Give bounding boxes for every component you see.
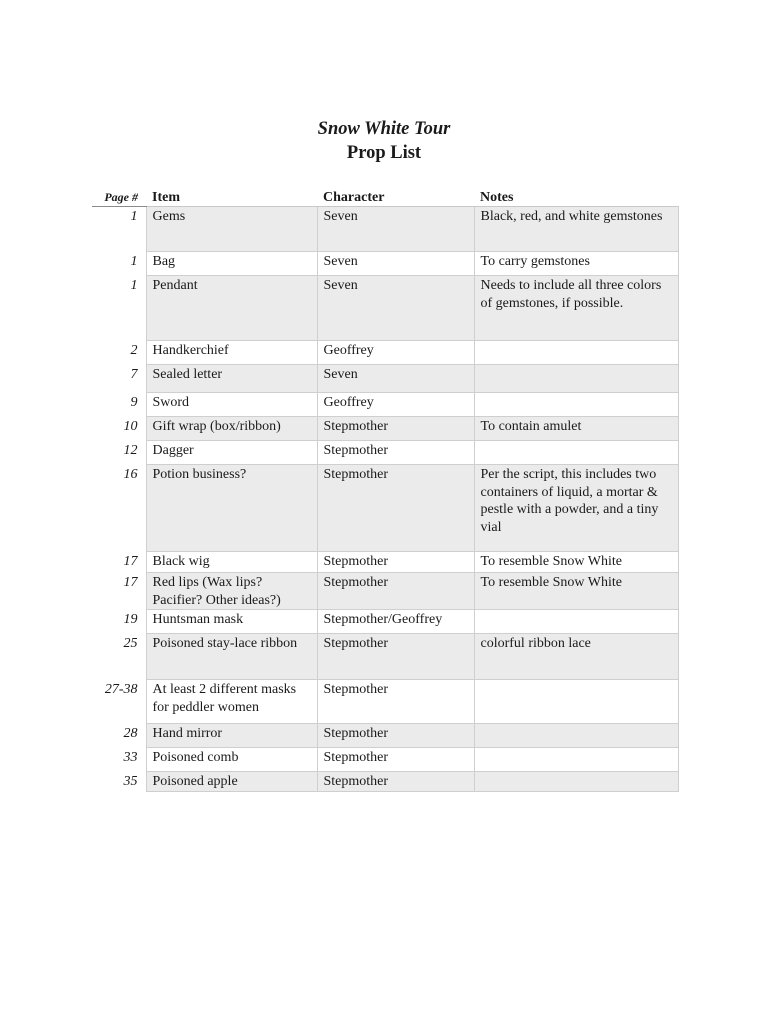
row-character: Stepmother <box>317 634 474 680</box>
row-page: 1 <box>130 277 138 293</box>
row-notes: colorful ribbon lace <box>474 634 678 680</box>
row-item: Poisoned stay-lace ribbon <box>146 634 317 680</box>
document-title: Snow White Tour <box>317 119 451 139</box>
row-notes: Per the script, this includes two containers of liquid, a mortar & pestle with a powder, and a tiny vial <box>474 465 678 552</box>
row-character: Seven <box>317 365 474 393</box>
row-item: Huntsman mask <box>146 610 317 634</box>
row-page: 9 <box>130 394 138 410</box>
row-page: 27-38 <box>104 681 138 697</box>
row-notes <box>474 441 678 465</box>
table-row <box>92 724 678 748</box>
table-row <box>92 465 678 552</box>
row-item: Dagger <box>146 441 317 465</box>
row-item: Hand mirror <box>146 724 317 748</box>
row-notes <box>474 680 678 724</box>
row-notes <box>474 365 678 393</box>
row-character: Seven <box>317 276 474 341</box>
row-page: 17 <box>123 553 138 569</box>
row-notes: Needs to include all three colors of gemstones, if possible. <box>474 276 678 341</box>
row-page: 7 <box>130 366 138 382</box>
row-page: 17 <box>123 574 138 590</box>
prop-list-table <box>92 188 679 792</box>
row-character: Stepmother <box>317 724 474 748</box>
row-page: 33 <box>123 749 138 765</box>
row-notes <box>474 393 678 417</box>
row-notes <box>474 772 678 792</box>
header-character: Character <box>317 188 474 207</box>
header-item: Item <box>146 188 317 207</box>
table-row <box>92 634 678 680</box>
table-row <box>92 573 678 610</box>
row-notes: To resemble Snow White <box>474 552 678 573</box>
row-character: Stepmother <box>317 552 474 573</box>
row-character: Seven <box>317 207 474 252</box>
row-character: Stepmother <box>317 573 474 610</box>
row-item: Gems <box>146 207 317 252</box>
row-page: 2 <box>130 342 138 358</box>
table-row <box>92 417 678 441</box>
table-row <box>92 680 678 724</box>
row-item: Potion business? <box>146 465 317 552</box>
row-notes <box>474 341 678 365</box>
table-row <box>92 748 678 772</box>
row-item: Gift wrap (box/ribbon) <box>146 417 317 441</box>
row-character: Seven <box>317 252 474 276</box>
row-item: Poisoned comb <box>146 748 317 772</box>
row-page: 19 <box>123 611 138 627</box>
row-item: Sealed letter <box>146 365 317 393</box>
row-item: Red lips (Wax lips? Pacifier? Other ideas?) <box>146 573 317 610</box>
row-page: 1 <box>130 209 138 224</box>
row-page: 10 <box>123 418 138 434</box>
table-row <box>92 772 678 792</box>
row-character: Stepmother <box>317 417 474 441</box>
row-page: 25 <box>123 635 138 651</box>
row-page: 1 <box>130 253 138 269</box>
row-character: Stepmother/Geoffrey <box>317 610 474 634</box>
table-row <box>92 341 678 365</box>
row-item: At least 2 different masks for peddler women <box>146 680 317 724</box>
row-item: Poisoned apple <box>146 772 317 792</box>
row-character: Geoffrey <box>317 341 474 365</box>
table-row <box>92 552 678 573</box>
row-notes: To contain amulet <box>474 417 678 441</box>
row-character: Stepmother <box>317 441 474 465</box>
table-row <box>92 610 678 634</box>
table-row <box>92 441 678 465</box>
row-page: 35 <box>123 773 138 789</box>
row-item: Black wig <box>146 552 317 573</box>
table-row <box>92 252 678 276</box>
row-page: 12 <box>123 442 138 458</box>
row-item: Pendant <box>146 276 317 341</box>
row-notes <box>474 610 678 634</box>
header-page: Page # <box>92 188 146 207</box>
row-item: Sword <box>146 393 317 417</box>
header-notes: Notes <box>474 188 678 207</box>
row-character: Stepmother <box>317 465 474 552</box>
row-character: Stepmother <box>317 772 474 792</box>
row-page: 28 <box>123 725 138 741</box>
row-notes <box>474 748 678 772</box>
table-row <box>92 207 678 252</box>
row-item: Bag <box>146 252 317 276</box>
row-character: Stepmother <box>317 748 474 772</box>
table-header-row <box>92 188 678 207</box>
row-notes <box>474 724 678 748</box>
row-notes: Black, red, and white gemstones <box>474 207 678 252</box>
row-notes: To resemble Snow White <box>474 573 678 610</box>
table-row <box>92 393 678 417</box>
row-page: 16 <box>123 466 138 482</box>
row-item: Handkerchief <box>146 341 317 365</box>
table-row <box>92 365 678 393</box>
row-character: Stepmother <box>317 680 474 724</box>
document-subtitle: Prop List <box>346 143 422 163</box>
table-row <box>92 276 678 341</box>
row-character: Geoffrey <box>317 393 474 417</box>
row-notes: To carry gemstones <box>474 252 678 276</box>
